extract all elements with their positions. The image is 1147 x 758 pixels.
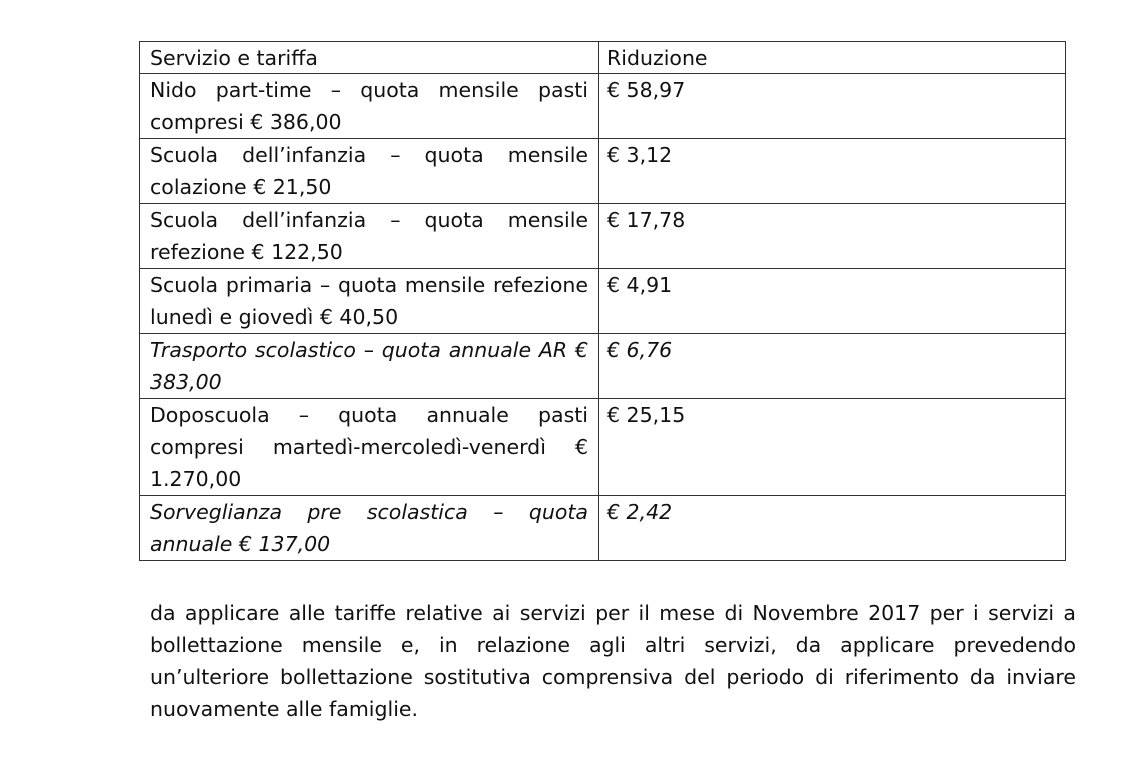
row-service: Doposcuola – quota annuale pasti compresi martedì-mercoledì-venerdì € 1.270,00 bbox=[140, 399, 599, 496]
row-reduction: € 2,42 bbox=[599, 496, 1066, 561]
table-row bbox=[140, 496, 1066, 561]
row-service: Nido part-time – quota mensile pasti compresi € 386,00 bbox=[140, 74, 599, 139]
row-reduction: € 4,91 bbox=[599, 269, 1066, 334]
table-row bbox=[140, 204, 1066, 269]
row-service: Trasporto scolastico – quota annuale AR € 383,00 bbox=[140, 334, 599, 399]
body-paragraph: da applicare alle tariffe relative ai servizi per il mese di Novembre 2017 per i servizi a bollettazione mensile e, in relazione agli altri servizi, da applicare prevedendo un’ulteriore bollettazione sostitutiva comprensiva del periodo di riferimento da inviare nuovamente alle famiglie. bbox=[150, 601, 1076, 721]
row-reduction: € 25,15 bbox=[599, 399, 1066, 496]
table-row bbox=[140, 139, 1066, 204]
row-reduction: € 17,78 bbox=[599, 204, 1066, 269]
table-row bbox=[140, 74, 1066, 139]
row-service: Scuola dell’infanzia – quota mensile colazione € 21,50 bbox=[140, 139, 599, 204]
row-service: Scuola dell’infanzia – quota mensile refezione € 122,50 bbox=[140, 204, 599, 269]
table-row bbox=[140, 399, 1066, 496]
table-row bbox=[140, 334, 1066, 399]
header-reduction: Riduzione bbox=[599, 42, 1066, 74]
row-service: Scuola primaria – quota mensile refezione lunedì e giovedì € 40,50 bbox=[140, 269, 599, 334]
table-row bbox=[140, 269, 1066, 334]
table-header-row bbox=[140, 42, 1066, 74]
header-service: Servizio e tariffa bbox=[140, 42, 599, 74]
row-service: Sorveglianza pre scolastica – quota annuale € 137,00 bbox=[140, 496, 599, 561]
row-reduction: € 58,97 bbox=[599, 74, 1066, 139]
row-reduction: € 3,12 bbox=[599, 139, 1066, 204]
row-reduction: € 6,76 bbox=[599, 334, 1066, 399]
tariff-reduction-table bbox=[139, 41, 1066, 561]
